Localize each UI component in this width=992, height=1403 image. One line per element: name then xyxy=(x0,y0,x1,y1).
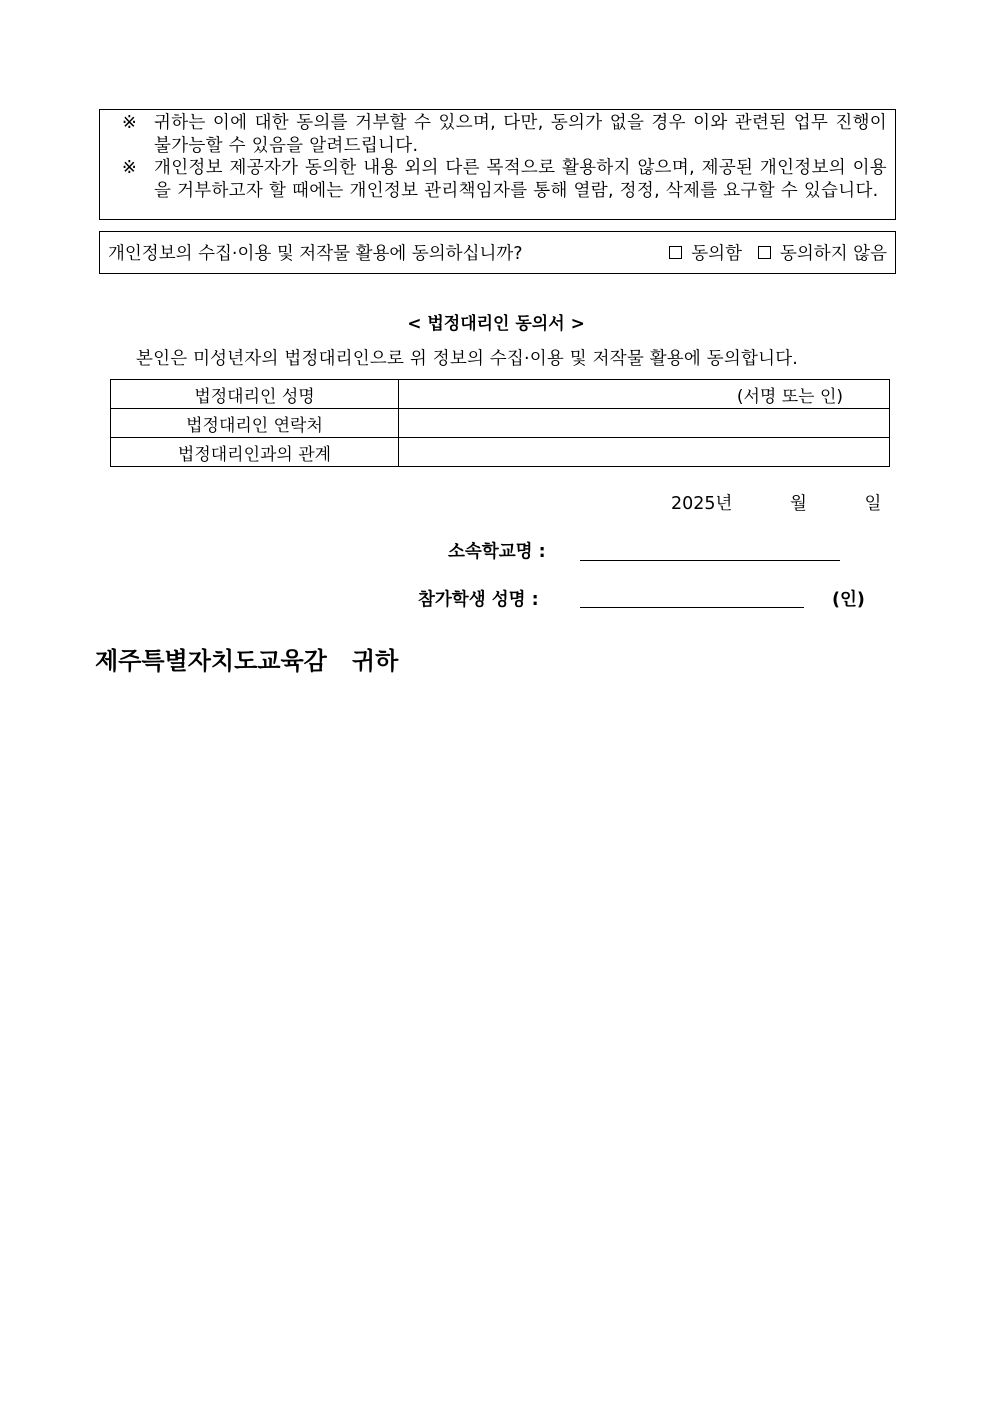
student-seal: (인) xyxy=(832,590,865,610)
date-day: 일 xyxy=(864,494,882,514)
agree-label: 동의함 xyxy=(691,244,742,264)
notice-purpose xyxy=(122,157,887,202)
table-row xyxy=(111,438,890,467)
disagree-checkbox[interactable] xyxy=(758,246,771,259)
student-name-input[interactable] xyxy=(580,607,804,608)
agree-option[interactable] xyxy=(669,240,742,265)
guardian-statement: 본인은 미성년자의 법정대리인으로 위 정보의 수집·이용 및 저작물 활용에 동의합니다. xyxy=(136,349,799,369)
disagree-option[interactable] xyxy=(758,240,887,265)
table-row xyxy=(111,380,890,409)
guardian-table xyxy=(110,379,890,467)
school-name-input[interactable] xyxy=(580,560,840,561)
notice-box xyxy=(99,109,896,220)
notice-refusal xyxy=(122,112,887,157)
consent-question: 개인정보의 수집·이용 및 저작물 활용에 동의하십니까? xyxy=(108,244,523,264)
guardian-name-field[interactable]: (서명 또는 인) xyxy=(399,380,890,409)
guardian-relation-label: 법정대리인과의 관계 xyxy=(111,438,399,467)
notice-refusal-text: 귀하는 이에 대한 동의를 거부할 수 있으며, 다만, 동의가 없을 경우 이와 관련된 업무 진행이 불가능할 수 있음을 알려드립니다. xyxy=(154,113,887,156)
date-line xyxy=(671,490,881,515)
reference-mark: ※ xyxy=(122,113,137,133)
student-name-label: 참가학생 성명 : xyxy=(418,590,539,610)
disagree-label: 동의하지 않음 xyxy=(780,244,887,264)
school-name-label: 소속학교명 : xyxy=(448,542,546,562)
guardian-name-label: 법정대리인 성명 xyxy=(111,380,399,409)
addressee: 제주특별자치도교육감 귀하 xyxy=(95,647,399,675)
consent-options xyxy=(653,240,887,265)
date-year: 2025년 xyxy=(671,494,733,514)
guardian-relation-field[interactable] xyxy=(399,438,890,467)
guardian-contact-field[interactable] xyxy=(399,409,890,438)
date-month: 월 xyxy=(790,494,807,514)
guardian-contact-label: 법정대리인 연락처 xyxy=(111,409,399,438)
agree-checkbox[interactable] xyxy=(669,246,682,259)
notice-purpose-text: 개인정보 제공자가 동의한 내용 외의 다른 목적으로 활용하지 않으며, 제공된 개인정보의 이용을 거부하고자 할 때에는 개인정보 관리책임자를 통해 열람, 정정, 삭제를 요구할 수 있습니다. xyxy=(154,158,887,201)
consent-box xyxy=(99,231,896,274)
table-row xyxy=(111,409,890,438)
reference-mark: ※ xyxy=(122,158,137,178)
guardian-consent-title: < 법정대리인 동의서 > xyxy=(407,314,585,334)
